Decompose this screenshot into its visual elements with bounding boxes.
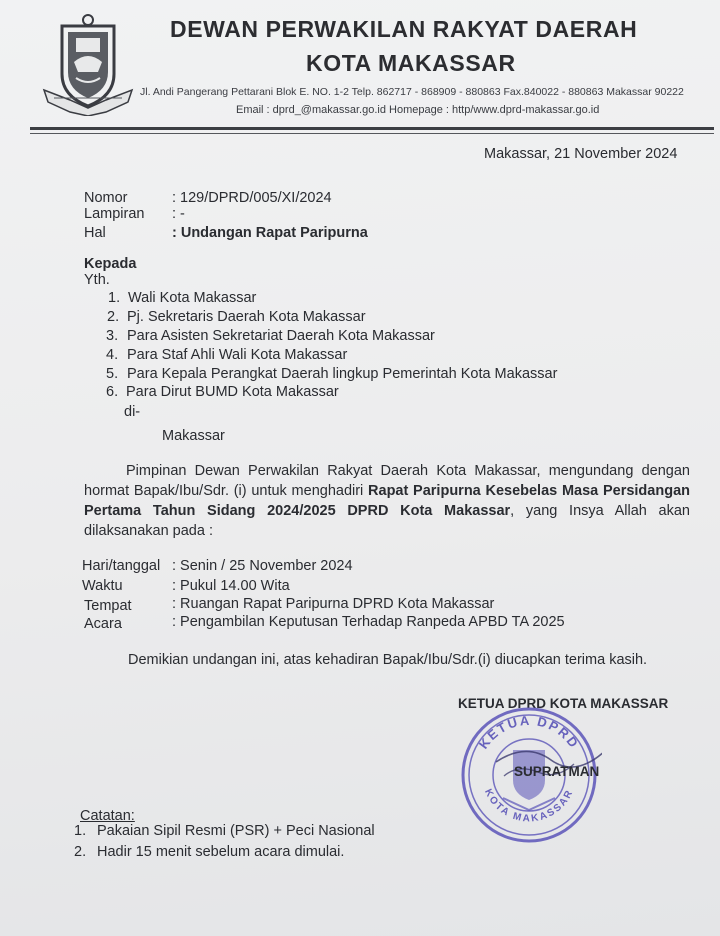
letterhead-address: Jl. Andi Pangerang Pettarani Blok E. NO. 1-2 Telp. 862717 - 868909 - 880863 Fax.840022 - 880863 Makassar 90222 [140,86,684,98]
letter-date: Makassar, 21 November 2024 [484,146,678,162]
paragraph-text-bold: Rapat Paripurna Kesebelas Masa Persidangan Pertama Tahun Sidang 2024/2025 DPRD Kota Makassar [84,483,690,519]
notes-title: Catatan: [80,808,135,824]
invitation-paragraph [84,461,690,541]
makassar-city-seal-icon [40,12,136,116]
letterhead-title-1: DEWAN PERWAKILAN RAKYAT DAERAH [170,16,638,42]
note-num: 1. [74,823,87,839]
nomor-label: Nomor [84,190,128,206]
letterhead-rule-thin [30,133,714,134]
tempat-value: : Ruangan Rapat Paripurna DPRD Kota Makassar [172,596,495,612]
note-text: Pakaian Sipil Resmi (PSR) + Peci Nasional [97,823,375,839]
letterhead-rule-thick [30,127,714,130]
tempat-label: Tempat [84,598,132,614]
paragraph-text-a: Pimpinan Dewan Perwakilan Rakyat Daerah Kota Makassar, mengundang dengan hormat Bapak/Ibu/Sdr. (i) untuk menghadiri [84,463,690,499]
waktu-label: Waktu [82,578,123,594]
lampiran-value: : - [172,206,185,222]
signatory-name: SUPRATMAN [514,764,600,779]
hari-value: : Senin / 25 November 2024 [172,558,353,574]
letterhead-contact: Email : dprd_@makassar.go.id Homepage : http/www.dprd-makassar.go.id [236,104,600,116]
closing-text: Demikian undangan ini, atas kehadiran Bapak/Ibu/Sdr.(i) diucapkan terima kasih. [128,652,648,668]
di-label: di- [124,404,141,420]
hari-label: Hari/tanggal [82,558,161,574]
recipient-num: 2. [107,309,120,325]
recipient-num: 6. [106,384,119,400]
stamp-text-bottom: KOTA MAKASSAR [482,787,576,825]
recipient-num: 4. [106,347,119,363]
recipient-place: Makassar [162,428,225,444]
lampiran-label: Lampiran [84,206,145,222]
letterhead-title-2: KOTA MAKASSAR [306,50,516,76]
recipient-num: 3. [106,328,119,344]
recipient-text: Pj. Sekretaris Daerah Kota Makassar [127,309,366,325]
recipient-text: Para Kepala Perangkat Daerah lingkup Pemerintah Kota Makassar [127,366,558,382]
paragraph-text-b: , yang Insya Allah akan dilaksanakan pada : [84,503,690,539]
recipient-num: 1. [108,290,121,306]
note-num: 2. [74,844,87,860]
hal-label: Hal [84,225,106,241]
svg-text:KETUA DPRD [476,713,583,752]
recipient-text: Para Asisten Sekretariat Daerah Kota Makassar [127,328,435,344]
kepada-label: Kepada [84,256,137,272]
waktu-value: : Pukul 14.00 Wita [172,578,290,594]
signatory-position: KETUA DPRD KOTA MAKASSAR [458,696,669,711]
acara-value: : Pengambilan Keputusan Terhadap Ranpeda APBD TA 2025 [172,614,565,630]
recipient-text: Para Dirut BUMD Kota Makassar [126,384,339,400]
nomor-value: : 129/DPRD/005/XI/2024 [172,190,332,206]
stamp-text-top: KETUA DPRD [475,712,583,752]
yth-label: Yth. [84,272,110,288]
acara-label: Acara [84,616,122,632]
note-text: Hadir 15 menit sebelum acara dimulai. [97,844,345,860]
recipient-num: 5. [106,366,119,382]
hal-value: : Undangan Rapat Paripurna [172,225,368,241]
recipient-text: Wali Kota Makassar [128,290,257,306]
recipient-text: Para Staf Ahli Wali Kota Makassar [127,347,348,363]
